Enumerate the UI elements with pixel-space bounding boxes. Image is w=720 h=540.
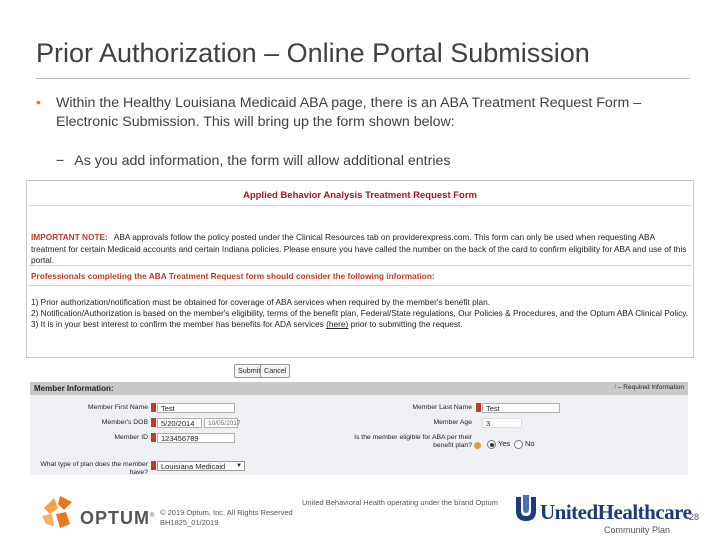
required-legend bbox=[614, 384, 684, 391]
eligible-label-2: benefit plan? bbox=[433, 442, 472, 449]
member-id-label: Member ID bbox=[114, 434, 148, 441]
member-info-header bbox=[30, 382, 688, 395]
form-title: Applied Behavior Analysis Treatment Request Form bbox=[242, 190, 478, 201]
plan-type-label-2: have? bbox=[129, 469, 148, 476]
professionals-heading: Professionals completing the ABA Treatment Request form should consider the following information: bbox=[31, 271, 435, 281]
required-flag bbox=[151, 418, 156, 427]
rule-3-text: 3) It is in your best interest to confirm the member has benefits for ADA services bbox=[31, 319, 324, 330]
registered-mark: ® bbox=[150, 513, 156, 519]
eligible-label: Is the member eligible for ABA per their bbox=[354, 434, 472, 441]
plan-type-select[interactable] bbox=[157, 461, 245, 471]
no-label: No bbox=[525, 439, 535, 448]
title-divider bbox=[36, 78, 690, 79]
important-note bbox=[31, 232, 691, 267]
page-number: 28 bbox=[689, 512, 700, 522]
sub-bullet-text: As you add information, the form will allow additional entries bbox=[74, 153, 451, 169]
operating-line: United Behavioral Health operating under the brand Optum bbox=[302, 498, 498, 507]
required-flag bbox=[151, 433, 156, 442]
plan-type-label: What type of plan does the member bbox=[40, 461, 148, 468]
dob-hint: 10/05/2017 bbox=[204, 418, 238, 428]
here-link[interactable]: (here) bbox=[326, 319, 349, 330]
rule-2: 2) Notification/Authorization is based on the member's eligibility, terms of the benefit plan, Federal/State regulations, Our Policies & Procedures, and the Optum ABA Clinical Policy. bbox=[31, 308, 689, 319]
last-name-input[interactable]: Test bbox=[482, 403, 560, 413]
required-flag bbox=[476, 403, 481, 412]
sub-bullet-item bbox=[56, 153, 450, 169]
rule-3 bbox=[31, 319, 688, 330]
required-marker: ! bbox=[614, 384, 617, 391]
member-id-input[interactable]: 123456789 bbox=[157, 433, 235, 443]
slide-title: Prior Authorization – Online Portal Submission bbox=[36, 38, 590, 68]
rules-list bbox=[31, 297, 688, 331]
rule-3-tail: prior to submitting the request. bbox=[350, 319, 463, 330]
age-input[interactable]: 3 bbox=[482, 418, 522, 428]
required-note: – Required Information bbox=[617, 384, 684, 391]
dob-label: Member's DOB bbox=[101, 419, 148, 426]
uhc-logo-icon bbox=[514, 493, 538, 523]
required-flag bbox=[151, 461, 156, 470]
last-name-label: Member Last Name bbox=[412, 404, 472, 411]
help-icon[interactable] bbox=[474, 442, 481, 449]
chevron-down-icon: ▼ bbox=[236, 463, 242, 469]
rule-1: 1) Prior authorization/notification must be obtained for coverage of ABA services when required by the member's benefit plan. bbox=[31, 297, 491, 307]
optum-wordmark bbox=[80, 508, 155, 529]
doc-code: BH1825_01/2019 bbox=[160, 518, 219, 527]
uhc-wordmark: UnitedHealthcare bbox=[540, 500, 692, 524]
member-info-title: Member Information: bbox=[34, 384, 114, 393]
first-name-label: Member First Name bbox=[87, 404, 148, 411]
form-info-panel bbox=[26, 180, 694, 358]
footer-copyright bbox=[160, 508, 293, 528]
eligible-no-radio[interactable] bbox=[514, 440, 523, 449]
form-divider bbox=[29, 285, 691, 286]
bullet-marker: • bbox=[36, 95, 41, 111]
submit-button[interactable]: Submit bbox=[234, 364, 264, 378]
uhc-community-plan: Community Plan bbox=[604, 525, 671, 535]
important-note-text: ABA approvals follow the policy posted under the Clinical Resources tab on providerexpress.com. This form can only be used when requesting ABA treatment for certain Medicaid accounts and certain Indiana policies. Please ensure you have called the number on the back of the card to confirm eligibility for ABA and use of this portal. bbox=[31, 232, 687, 265]
form-divider bbox=[29, 205, 691, 206]
required-flag bbox=[151, 403, 156, 412]
important-note-label: IMPORTANT NOTE: bbox=[31, 232, 108, 242]
dob-input[interactable]: 5/20/2014 bbox=[157, 418, 202, 428]
optum-logo-icon bbox=[40, 494, 78, 530]
eligible-yes-radio[interactable] bbox=[487, 440, 496, 449]
form-divider bbox=[29, 265, 691, 266]
optum-wordmark-text: OPTUM bbox=[80, 508, 150, 528]
first-name-input[interactable]: Test bbox=[157, 403, 235, 413]
bullet-text: Within the Healthy Louisiana Medicaid ABA page, there is an ABA Treatment Request Form – Electronic Submission. This will bring up the form shown below: bbox=[56, 95, 642, 130]
copyright-text: © 2019 Optum, Inc. All Rights Reserved bbox=[160, 508, 293, 517]
plan-type-value: Louisiana Medicaid bbox=[161, 462, 226, 471]
yes-label: Yes bbox=[498, 439, 511, 448]
sub-bullet-marker: − bbox=[56, 153, 65, 169]
form-screenshot bbox=[26, 180, 694, 490]
cancel-button[interactable]: Cancel bbox=[260, 364, 290, 378]
age-label: Member Age bbox=[433, 419, 472, 426]
